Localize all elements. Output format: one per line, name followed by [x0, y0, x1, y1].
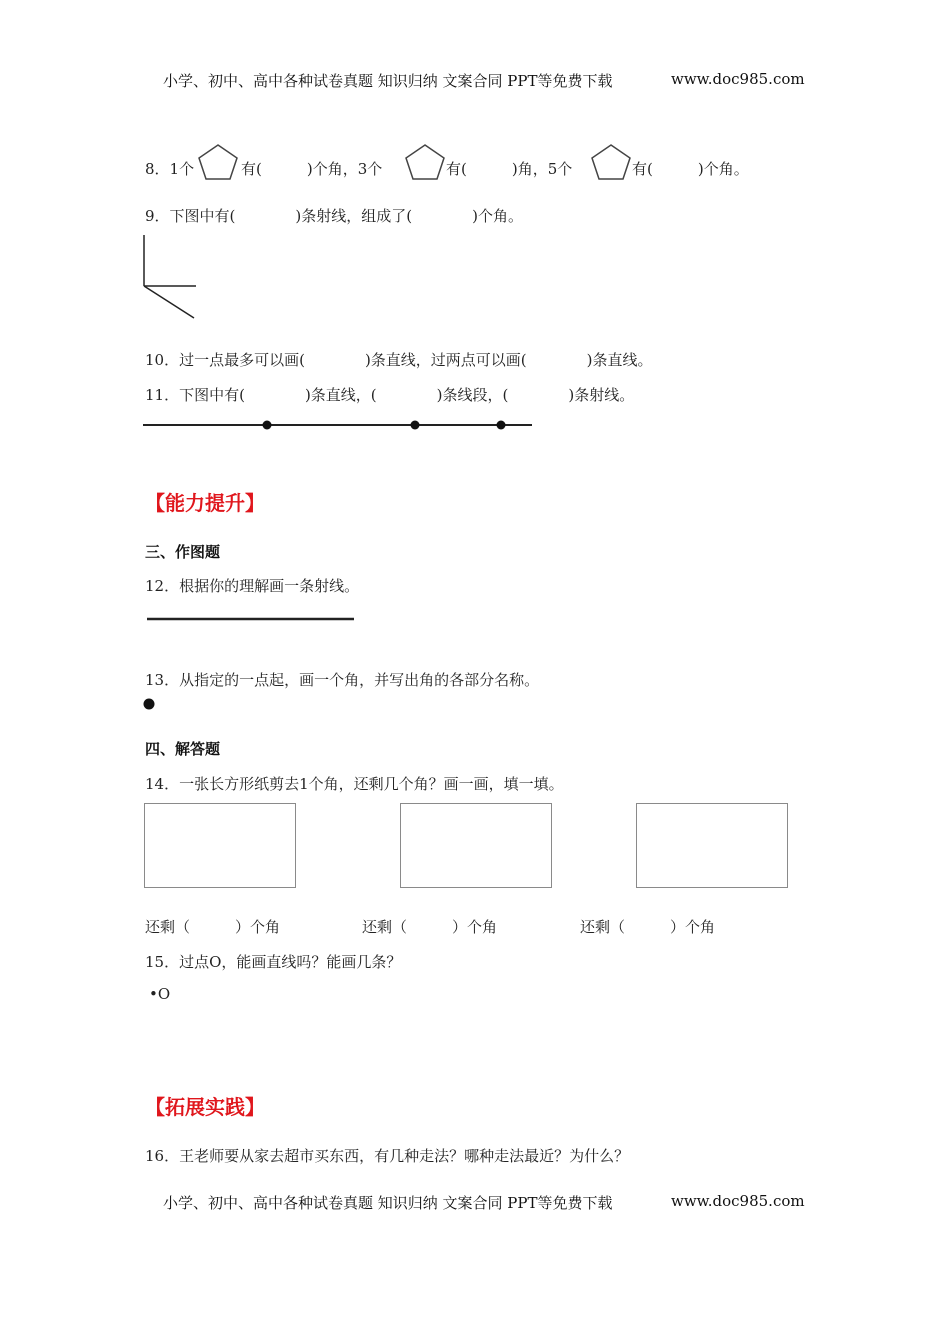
- header-url[interactable]: www.doc985.com: [671, 70, 805, 88]
- section-expand-title: 【拓展实践】: [145, 1095, 265, 1119]
- q14-answer-1: 还剩（ ）个角: [145, 918, 281, 936]
- q12-text: 12．根据你的理解画一条射线。: [145, 577, 360, 595]
- rectangle-paper-1: [144, 803, 296, 888]
- q15-text: 15．过点O，能画直线吗？能画几条？: [145, 953, 402, 971]
- pentagon-icon: [404, 143, 446, 181]
- rectangle-paper-3: [636, 803, 788, 888]
- pentagon-icon: [590, 143, 632, 181]
- pentagon-icon: [197, 143, 239, 181]
- part3-title: 三、作图题: [145, 543, 221, 561]
- footer-url[interactable]: www.doc985.com: [671, 1192, 805, 1210]
- q16-text: 16．王老师要从家去超市买东西，有几种走法？哪种走法最近？为什么？: [145, 1147, 630, 1165]
- q13-point: [142, 697, 156, 711]
- q11-figure: [140, 415, 535, 435]
- header-text: 小学、初中、高中各种试卷真题 知识归纳 文案合同 PPT等免费下载: [163, 72, 613, 90]
- q14-text: 14．一张长方形纸剪去1个角，还剩几个角？画一画，填一填。: [145, 775, 564, 793]
- q8-part3: 有( )角，5个: [446, 160, 573, 178]
- rectangle-paper-2: [400, 803, 552, 888]
- q14-answer-3: 还剩（ ）个角: [580, 918, 716, 936]
- q10-text: 10．过一点最多可以画( )条直线，过两点可以画( )条直线。: [145, 351, 653, 369]
- q11-text: 11．下图中有( )条直线，( )条线段，( )条射线。: [145, 386, 635, 404]
- section-ability-title: 【能力提升】: [145, 491, 265, 515]
- q8-part1: 8．1个: [145, 160, 195, 178]
- q15-point-label: •O: [149, 985, 171, 1003]
- q9-text: 9．下图中有( )条射线，组成了( )个角。: [145, 207, 523, 225]
- q12-segment: [145, 614, 357, 624]
- footer-text: 小学、初中、高中各种试卷真题 知识归纳 文案合同 PPT等免费下载: [163, 1194, 613, 1212]
- part4-title: 四、解答题: [145, 740, 221, 758]
- q13-text: 13．从指定的一点起，画一个角，并写出角的各部分名称。: [145, 671, 540, 689]
- q14-answer-2: 还剩（ ）个角: [362, 918, 498, 936]
- q8-part2: 有( )个角，3个: [241, 160, 383, 178]
- q8-part4: 有( )个角。: [632, 160, 749, 178]
- q9-figure: [138, 230, 208, 325]
